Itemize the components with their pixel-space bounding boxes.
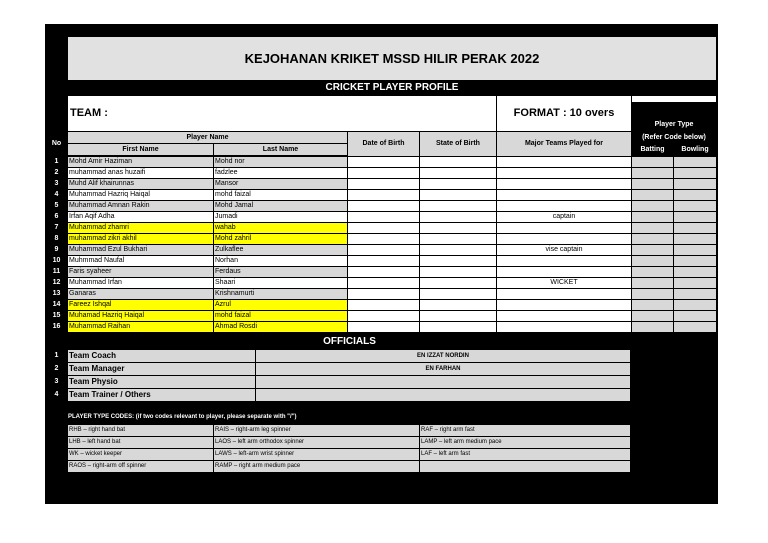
player-dob	[348, 234, 419, 244]
player-state	[420, 300, 496, 310]
player-row-number: 11	[52, 268, 61, 275]
player-batting	[632, 278, 673, 288]
player-major-teams	[497, 234, 631, 244]
player-state	[420, 168, 496, 178]
player-batting	[632, 245, 673, 255]
player-major-teams	[497, 179, 631, 189]
player-type-code: LAF – left arm fast	[420, 449, 630, 460]
team-label: TEAM :	[68, 96, 496, 131]
player-dob	[348, 245, 419, 255]
player-last-name: Krishnamurti	[214, 289, 347, 299]
player-dob	[348, 289, 419, 299]
player-type-code: LAMP – left arm medium pace	[420, 437, 630, 448]
player-bowling	[674, 311, 716, 321]
player-state	[420, 201, 496, 211]
player-dob	[348, 212, 419, 222]
player-state	[420, 234, 496, 244]
player-row-number: 2	[54, 169, 59, 176]
player-state	[420, 256, 496, 266]
player-row-number: 4	[54, 191, 59, 198]
player-row-number: 12	[52, 279, 61, 286]
player-last-name: Norhan	[214, 256, 347, 266]
player-bowling	[674, 278, 716, 288]
player-type-header-top	[632, 96, 716, 102]
player-first-name: Muhammad zhamri	[68, 223, 213, 233]
player-dob	[348, 157, 419, 167]
player-dob	[348, 267, 419, 277]
official-role: Team Physio	[68, 376, 255, 388]
player-batting	[632, 289, 673, 299]
header-dob: Date of Birth	[348, 132, 419, 156]
player-row-number: 1	[54, 158, 59, 165]
player-last-name: Mohd nor	[214, 157, 347, 167]
header-bowling: Bowling	[681, 146, 709, 153]
player-last-name: Mohd zahril	[214, 234, 347, 244]
player-dob	[348, 190, 419, 200]
player-last-name: Ferdaus	[214, 267, 347, 277]
player-batting	[632, 212, 673, 222]
player-bowling	[674, 289, 716, 299]
player-state	[420, 190, 496, 200]
player-batting	[632, 157, 673, 167]
player-row-number: 9	[54, 246, 59, 253]
player-bowling	[674, 190, 716, 200]
player-major-teams	[497, 201, 631, 211]
official-name: EN FARHAN	[256, 363, 630, 375]
player-row-number: 8	[54, 235, 59, 242]
player-dob	[348, 223, 419, 233]
player-bowling	[674, 201, 716, 211]
player-type-code: LAOS – left arm orthodox spinner	[214, 437, 419, 448]
header-major-teams: Major Teams Played for	[497, 132, 631, 156]
official-name: EN IZZAT NORDIN	[256, 350, 630, 362]
player-bowling	[674, 168, 716, 178]
official-role: Team Trainer / Others	[68, 389, 255, 401]
player-last-name: Azrul	[214, 300, 347, 310]
player-state	[420, 179, 496, 189]
player-bowling	[674, 300, 716, 310]
player-last-name: mohd faizal	[214, 311, 347, 321]
official-row-number: 4	[54, 391, 59, 398]
player-batting	[632, 300, 673, 310]
player-batting	[632, 322, 673, 332]
official-name	[256, 389, 630, 401]
player-dob	[348, 300, 419, 310]
player-batting	[632, 168, 673, 178]
officials-title: OFFICIALS	[323, 336, 376, 347]
player-row-number: 7	[54, 224, 59, 231]
player-type-code: LAWS – left-arm wrist spinner	[214, 449, 419, 460]
player-first-name: Muhamad Hazriq Haiqal	[68, 311, 213, 321]
player-state	[420, 212, 496, 222]
player-dob	[348, 168, 419, 178]
player-major-teams: vise captain	[497, 245, 631, 255]
format-label: FORMAT : 10 overs	[497, 96, 631, 131]
player-last-name: fadzlee	[214, 168, 347, 178]
player-last-name: Shaari	[214, 278, 347, 288]
header-state: State of Birth	[420, 132, 496, 156]
player-first-name: Muhmmad Naufal	[68, 256, 213, 266]
player-last-name: wahab	[214, 223, 347, 233]
player-major-teams	[497, 322, 631, 332]
player-state	[420, 311, 496, 321]
official-role: Team Manager	[68, 363, 255, 375]
player-first-name: Ganaras	[68, 289, 213, 299]
player-bowling	[674, 234, 716, 244]
player-state	[420, 157, 496, 167]
player-first-name: Muhammad Irfan	[68, 278, 213, 288]
player-bowling	[674, 179, 716, 189]
player-type-code: RAOS – right-arm off spinner	[68, 461, 213, 472]
player-last-name: Mohd Jamal	[214, 201, 347, 211]
player-last-name: Mansor	[214, 179, 347, 189]
player-major-teams	[497, 311, 631, 321]
player-first-name: Irfan Aqif Adha	[68, 212, 213, 222]
player-type-code: WK – wicket keeper	[68, 449, 213, 460]
player-major-teams	[497, 157, 631, 167]
player-last-name: Ahmad Rosdi	[214, 322, 347, 332]
player-major-teams	[497, 289, 631, 299]
player-row-number: 10	[52, 257, 61, 264]
player-dob	[348, 256, 419, 266]
player-batting	[632, 234, 673, 244]
player-dob	[348, 278, 419, 288]
player-first-name: muhammad zikri akhil	[68, 234, 213, 244]
header-refer-code: (Refer Code below)	[642, 134, 706, 141]
player-row-number: 13	[52, 290, 61, 297]
player-bowling	[674, 212, 716, 222]
player-bowling	[674, 157, 716, 167]
player-batting	[632, 201, 673, 211]
player-major-teams	[497, 168, 631, 178]
player-first-name: Muhammad Amnan Rakin	[68, 201, 213, 211]
player-first-name: Muhammad Raihan	[68, 322, 213, 332]
player-first-name: Mohd Amir Haziman	[68, 157, 213, 167]
player-row-number: 5	[54, 202, 59, 209]
player-first-name: Muhammad Hazriq Haiqal	[68, 190, 213, 200]
player-row-number: 15	[52, 312, 61, 319]
player-state	[420, 223, 496, 233]
official-row-number: 3	[54, 378, 59, 385]
player-bowling	[674, 256, 716, 266]
player-major-teams: WICKET	[497, 278, 631, 288]
official-row-number: 2	[54, 365, 59, 372]
player-major-teams	[497, 223, 631, 233]
player-state	[420, 245, 496, 255]
player-last-name: mohd faizal	[214, 190, 347, 200]
player-major-teams	[497, 190, 631, 200]
player-first-name: Muhammad Ezul Bukhari	[68, 245, 213, 255]
page-title: KEJOHANAN KRIKET MSSD HILIR PERAK 2022	[68, 37, 716, 80]
player-dob	[348, 322, 419, 332]
player-dob	[348, 201, 419, 211]
player-state	[420, 267, 496, 277]
header-player-name: Player Name	[68, 132, 347, 143]
player-state	[420, 322, 496, 332]
player-batting	[632, 179, 673, 189]
codes-title: PLAYER TYPE CODES: (if two codes relevant to player, please separate with "/")	[68, 414, 297, 420]
player-row-number: 16	[52, 323, 61, 330]
player-bowling	[674, 245, 716, 255]
player-major-teams	[497, 256, 631, 266]
header-player-type: Player Type	[654, 121, 694, 128]
player-type-code: RHB – right hand bat	[68, 425, 213, 436]
player-type-code: RAF – right arm fast	[420, 425, 630, 436]
header-first-name: First Name	[68, 144, 213, 155]
player-first-name: muhammad anas huzaifi	[68, 168, 213, 178]
player-first-name: Faris syaheer	[68, 267, 213, 277]
player-type-code: RAIS – right-arm leg spinner	[214, 425, 419, 436]
player-row-number: 6	[54, 213, 59, 220]
player-batting	[632, 311, 673, 321]
player-row-number: 14	[52, 301, 61, 308]
player-major-teams	[497, 267, 631, 277]
player-dob	[348, 311, 419, 321]
official-name	[256, 376, 630, 388]
header-batting: Batting	[640, 146, 665, 153]
player-bowling	[674, 223, 716, 233]
player-major-teams	[497, 300, 631, 310]
player-bowling	[674, 322, 716, 332]
player-bowling	[674, 267, 716, 277]
player-major-teams: captain	[497, 212, 631, 222]
player-state	[420, 278, 496, 288]
player-last-name: Jumadi	[214, 212, 347, 222]
official-role: Team Coach	[68, 350, 255, 362]
player-dob	[348, 179, 419, 189]
player-batting	[632, 223, 673, 233]
player-batting	[632, 190, 673, 200]
player-first-name: Muhd Alif khairunnas	[68, 179, 213, 189]
player-type-code: RAMP – right arm medium pace	[214, 461, 419, 472]
player-state	[420, 289, 496, 299]
player-batting	[632, 267, 673, 277]
subtitle: CRICKET PLAYER PROFILE	[325, 82, 459, 93]
player-batting	[632, 256, 673, 266]
official-row-number: 1	[54, 352, 59, 359]
player-first-name: Fareez Ishqal	[68, 300, 213, 310]
player-row-number: 3	[54, 180, 59, 187]
header-last-name: Last Name	[214, 144, 347, 155]
player-type-code	[420, 461, 630, 472]
header-no: No	[51, 140, 62, 147]
player-type-code: LHB – left hand bat	[68, 437, 213, 448]
player-last-name: Zulkaflee	[214, 245, 347, 255]
